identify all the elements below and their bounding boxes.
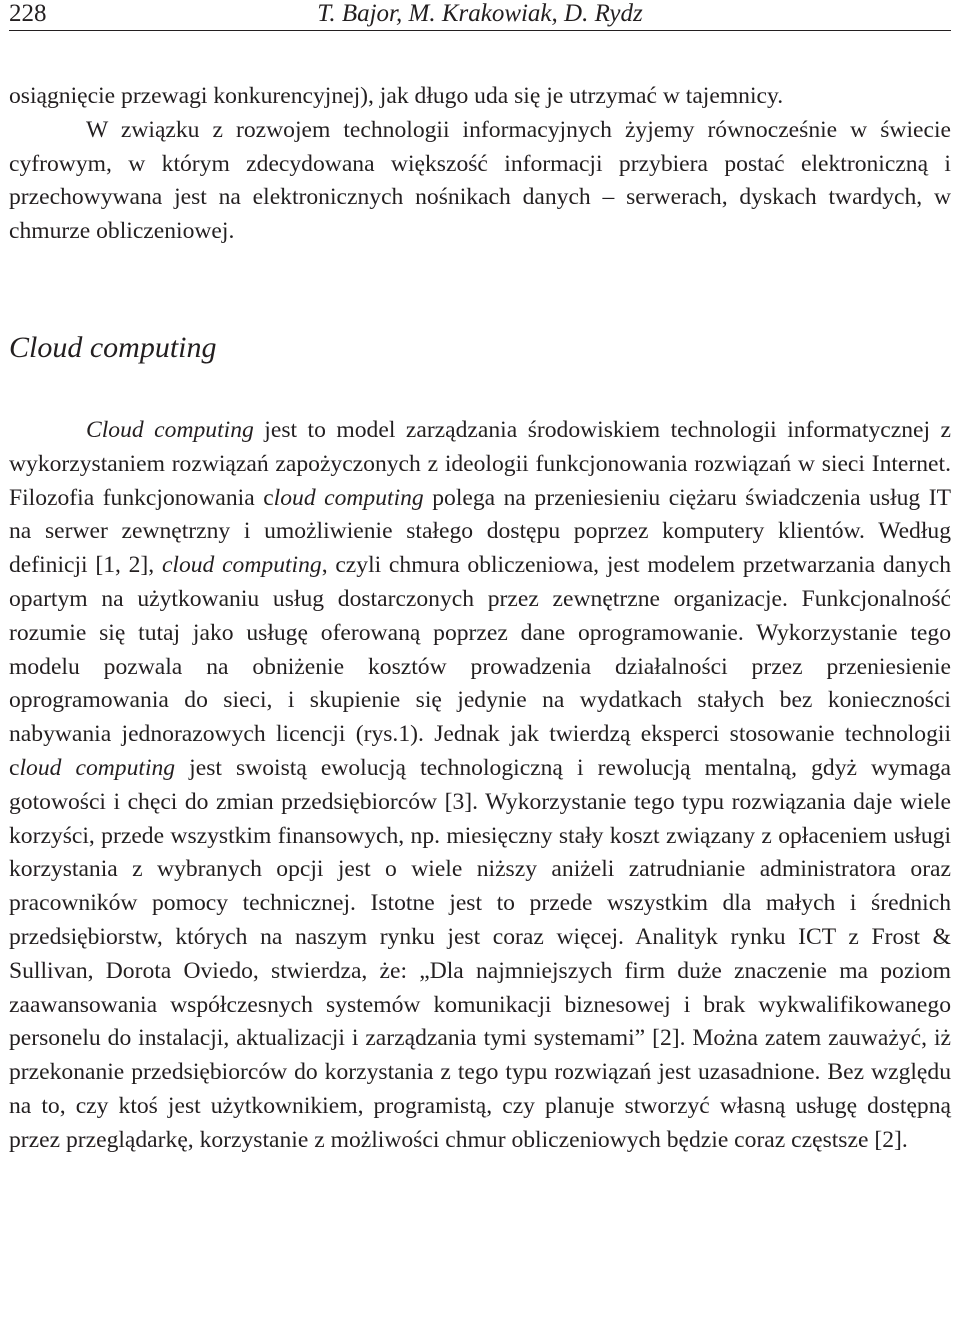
paragraph-segment: polega na przeniesieniu ciężaru świadczenia usług IT na serwer zewnętrzny i umożliwienie stałego dostępu poprzez komputery klientów. Według definicji [1, 2],	[9, 484, 951, 579]
paragraph-segment: jest swoistą ewolucją technologiczną i rewolucją mentalną, gdyż wymaga gotowości i chęci do zmian przedsiębiorców [3]. Wykorzystanie tego typu rozwiązania daje wiele korzyści, przede wszystkim finansowych, np. miesięczny stały koszt związany z opłaceniem usługi korzystania z wybranych opcji jest o wiele niższy aniżeli zatrudnianie administratora oraz pracowników pomocy technicznej. Istotne jest to przede wszystkim dla małych i średnich przedsiębiorstw, których na naszym rynku jest coraz więcej. Analityk rynku ICT z Frost & Sullivan, Dorota Oviedo, stwierdza, że: „Dla najmniejszych firm duże znaczenie ma poziom zaawansowania współczesnych systemów komunikacji biznesowej i brak wykwalifikowanego personelu do instalacji, aktualizacji i zarządzania tymi systemami” [2]. Można zatem zauważyć, iż przekonanie przedsiębiorców do korzystania z tego typu rozwiązań jest uzasadnione. Bez względu na to, czy ktoś jest użytkownikiem, programistą, czy planuje stworzyć własną usługę dostępną przez przeglądarkę, korzystanie z możliwości chmur obliczeniowych będzie coraz częstsze [2].	[9, 754, 951, 1153]
paragraph-segment: loud computing	[273, 484, 424, 511]
document-page	[9, 0, 951, 1158]
page-header	[9, 0, 951, 31]
running-head: T. Bajor, M. Krakowiak, D. Rydz	[317, 0, 643, 27]
paragraph-cloud-computing	[9, 414, 951, 1158]
paragraph-segment: jest to model zarządzania środowiskiem technologii informatycznej z wykorzystaniem rozwiązań zapożyczonych z ideologii funkcjonowania rozwiązań w sieci Internet. Filozofia funkcjonowania c	[9, 416, 951, 511]
paragraph-segment: cloud computing	[161, 552, 322, 579]
paragraph-segment: Cloud computing	[86, 416, 254, 443]
section-heading: Cloud computing	[9, 330, 217, 364]
paragraph-continuation: osiągnięcie przewagi konkurencyjnej), jak długo uda się je utrzymać w tajemnicy.	[9, 83, 784, 109]
paragraph-segment: , czyli chmura obliczeniowa, jest modelem przetwarzania danych opartym na użytkowaniu usług dostarczonych przez zewnętrzne organizacje. Funkcjonalność rozumie się tutaj jako usługę oferowaną poprzez dane oprogramowanie. Wykorzystanie tego modelu pozwala na obniżenie kosztów prowadzenia działalności przez przeniesienie oprogramowania do sieci, i skupienie się jedynie na wydatkach stałych bez konieczności nabywania jednorazowych licencji (rys.1). Jednak jak twierdzą eksperci stosowanie technologii c	[9, 552, 952, 781]
paragraph-digital-world: W związku z rozwojem technologii informacyjnych żyjemy równocześnie w świecie cyfrowym, w którym zdecydowana większość informacji przybiera postać elektroniczną i przechowywana jest na elektronicznych nośnikach danych – serwerach, dyskach twardych, w chmurze obliczeniowej.	[9, 116, 951, 245]
page-number: 228	[9, 0, 47, 27]
paragraph-segment: loud computing	[19, 754, 176, 781]
